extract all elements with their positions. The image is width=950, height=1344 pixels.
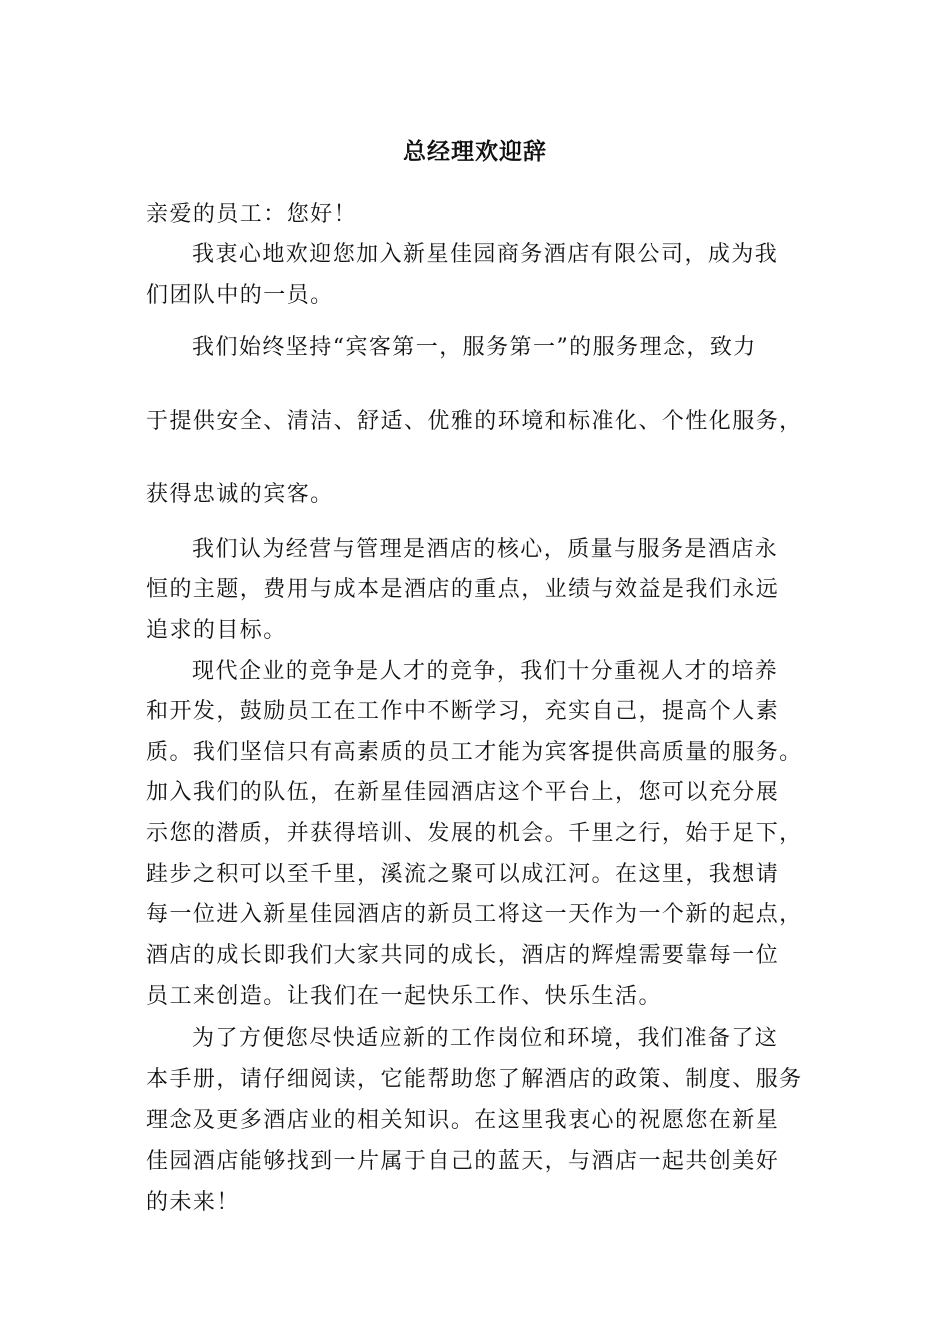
paragraph-line: 加入我们的队伍，在新星佳园酒店这个平台上，您可以充分展 <box>146 780 780 805</box>
paragraph-line: 我衷心地欢迎您加入新星佳园商务酒店有限公司，成为我 <box>192 242 779 267</box>
paragraph-line: 为了方便您尽快适应新的工作岗位和环境，我们准备了这 <box>192 1026 779 1051</box>
paragraph-line: 的未来！ <box>146 1190 240 1215</box>
paragraph-line: 理念及更多酒店业的相关知识。在这里我衷心的祝愿您在新星 <box>146 1108 780 1133</box>
paragraph-line: 于提供安全、清洁、舒适、优雅的环境和标准化、个性化服务， <box>146 409 803 434</box>
paragraph-line: 跬步之积可以至千里，溪流之聚可以成江河。在这里，我想请 <box>146 862 780 887</box>
paragraph-line: 获得忠诚的宾客。 <box>146 482 334 507</box>
paragraph-line: 示您的潜质，并获得培训、发展的机会。千里之行，始于足下， <box>146 821 803 846</box>
paragraph-line: 酒店的成长即我们大家共同的成长，酒店的辉煌需要靠每一位 <box>146 943 780 968</box>
paragraph-line: 质。我们坚信只有高素质的员工才能为宾客提供高质量的服务。 <box>146 740 803 765</box>
document-title: 总经理欢迎辞 <box>403 138 547 165</box>
paragraph-line: 追求的目标。 <box>146 618 287 643</box>
paragraph-line: 恒的主题，费用与成本是酒店的重点，业绩与效益是我们永远 <box>146 577 780 602</box>
paragraph-line: 每一位进入新星佳园酒店的新员工将这一天作为一个新的起点， <box>146 902 803 927</box>
paragraph-line: 我们始终坚持“宾客第一，服务第一”的服务理念，致力 <box>192 335 757 360</box>
paragraph-line: 本手册，请仔细阅读，它能帮助您了解酒店的政策、制度、服务 <box>146 1067 803 1092</box>
paragraph-line: 员工来创造。让我们在一起快乐工作、快乐生活。 <box>146 984 662 1009</box>
paragraph-line: 们团队中的一员。 <box>146 283 334 308</box>
greeting-line: 亲爱的员工：您好！ <box>146 202 358 227</box>
paragraph-line: 佳园酒店能够找到一片属于自己的蓝天，与酒店一起共创美好 <box>146 1149 780 1174</box>
paragraph-line: 现代企业的竞争是人才的竞争，我们十分重视人才的培养 <box>192 659 779 684</box>
paragraph-line: 我们认为经营与管理是酒店的核心，质量与服务是酒店永 <box>192 537 779 562</box>
paragraph-line: 和开发，鼓励员工在工作中不断学习，充实自己，提高个人素 <box>146 699 780 724</box>
